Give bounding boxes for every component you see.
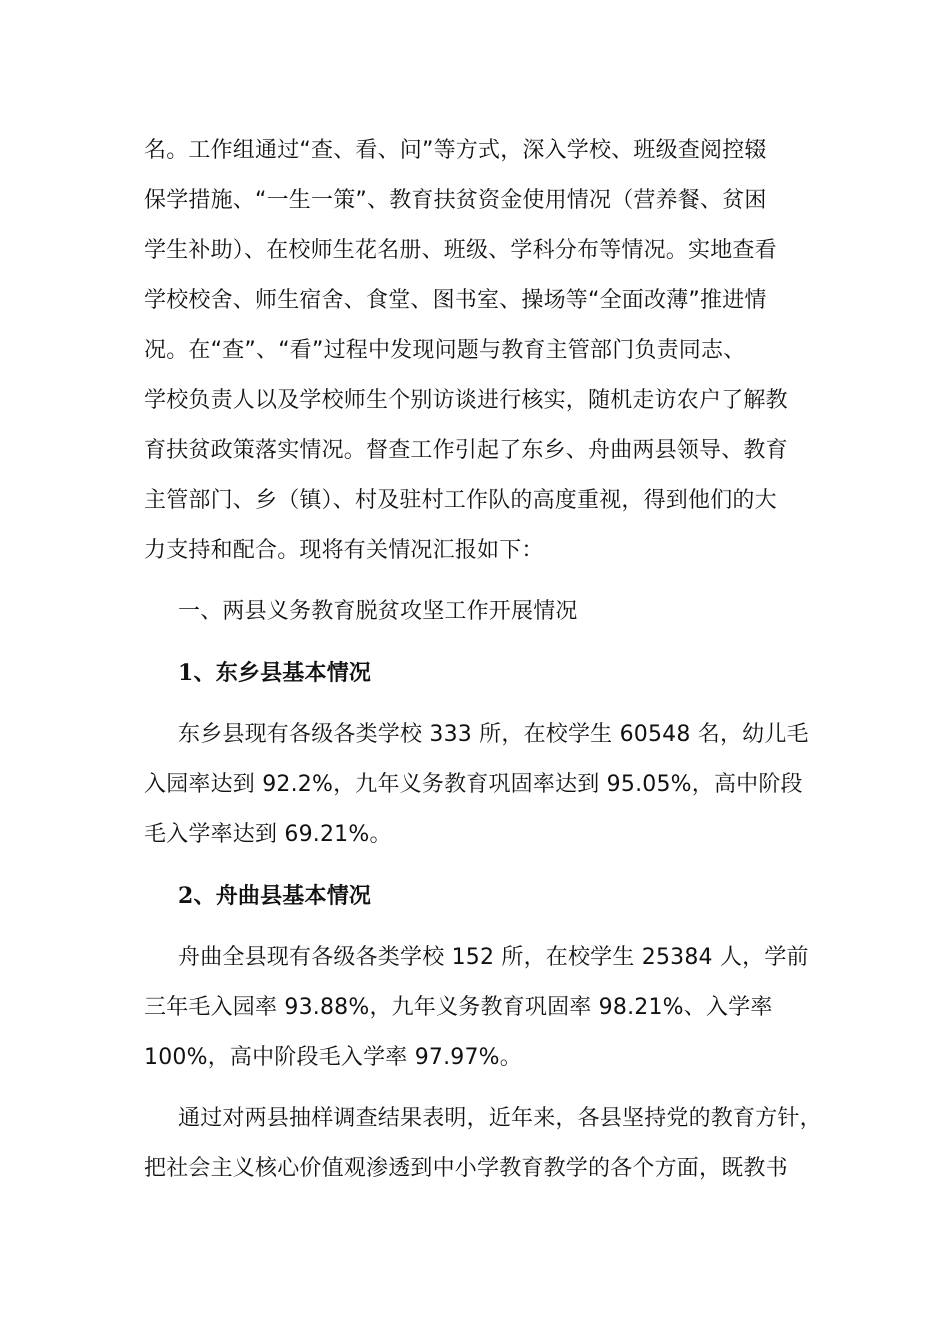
section-heading: 一、两县义务教育脱贫攻坚工作开展情况 [178, 599, 578, 624]
subsection-heading-zhouqu: 2、舟曲县基本情况 [178, 883, 372, 909]
subsection-heading-dongxiang: 1、东乡县基本情况 [178, 660, 372, 686]
paragraph-line: 学校校舍、师生宿舍、食堂、图书室、操场等“全面改薄”推进情 [144, 288, 767, 313]
paragraph-line: 名。工作组通过“查、看、问”等方式，深入学校、班级查阅控辍 [144, 138, 767, 163]
paragraph-line: 舟曲全县现有各级各类学校 152 所，在校学生 25384 人，学前 [178, 945, 809, 970]
paragraph-line: 力支持和配合。现将有关情况汇报如下： [144, 538, 544, 563]
paragraph-line: 入园率达到 92.2%，九年义务教育巩固率达到 95.05%，高中阶段 [144, 772, 803, 797]
paragraph-line: 三年毛入园率 93.88%，九年义务教育巩固率 98.21%、入学率 [144, 995, 773, 1020]
paragraph-line: 通过对两县抽样调查结果表明，近年来，各县坚持党的教育方针， [178, 1106, 822, 1131]
paragraph-line: 主管部门、乡（镇）、村及驻村工作队的高度重视，得到他们的大 [144, 488, 777, 513]
paragraph-line: 育扶贫政策落实情况。督查工作引起了东乡、舟曲两县领导、教育 [144, 438, 788, 463]
paragraph-line: 学生补助）、在校师生花名册、班级、学科分布等情况。实地查看 [144, 238, 777, 263]
paragraph-line: 东乡县现有各级各类学校 333 所，在校学生 60548 名，幼儿毛 [178, 722, 809, 747]
paragraph-line: 毛入学率达到 69.21%。 [144, 822, 392, 847]
paragraph-line: 学校负责人以及学校师生个别访谈进行核实，随机走访农户了解教 [144, 388, 788, 413]
paragraph-line: 保学措施、“一生一策”、教育扶贫资金使用情况（营养餐、贫困 [144, 188, 767, 213]
paragraph-line: 况。在“查”、“看”过程中发现问题与教育主管部门负责同志、 [144, 338, 746, 363]
paragraph-line: 100%，高中阶段毛入学率 97.97%。 [144, 1045, 522, 1070]
paragraph-line: 把社会主义核心价值观渗透到中小学教育教学的各个方面，既教书 [144, 1156, 788, 1181]
